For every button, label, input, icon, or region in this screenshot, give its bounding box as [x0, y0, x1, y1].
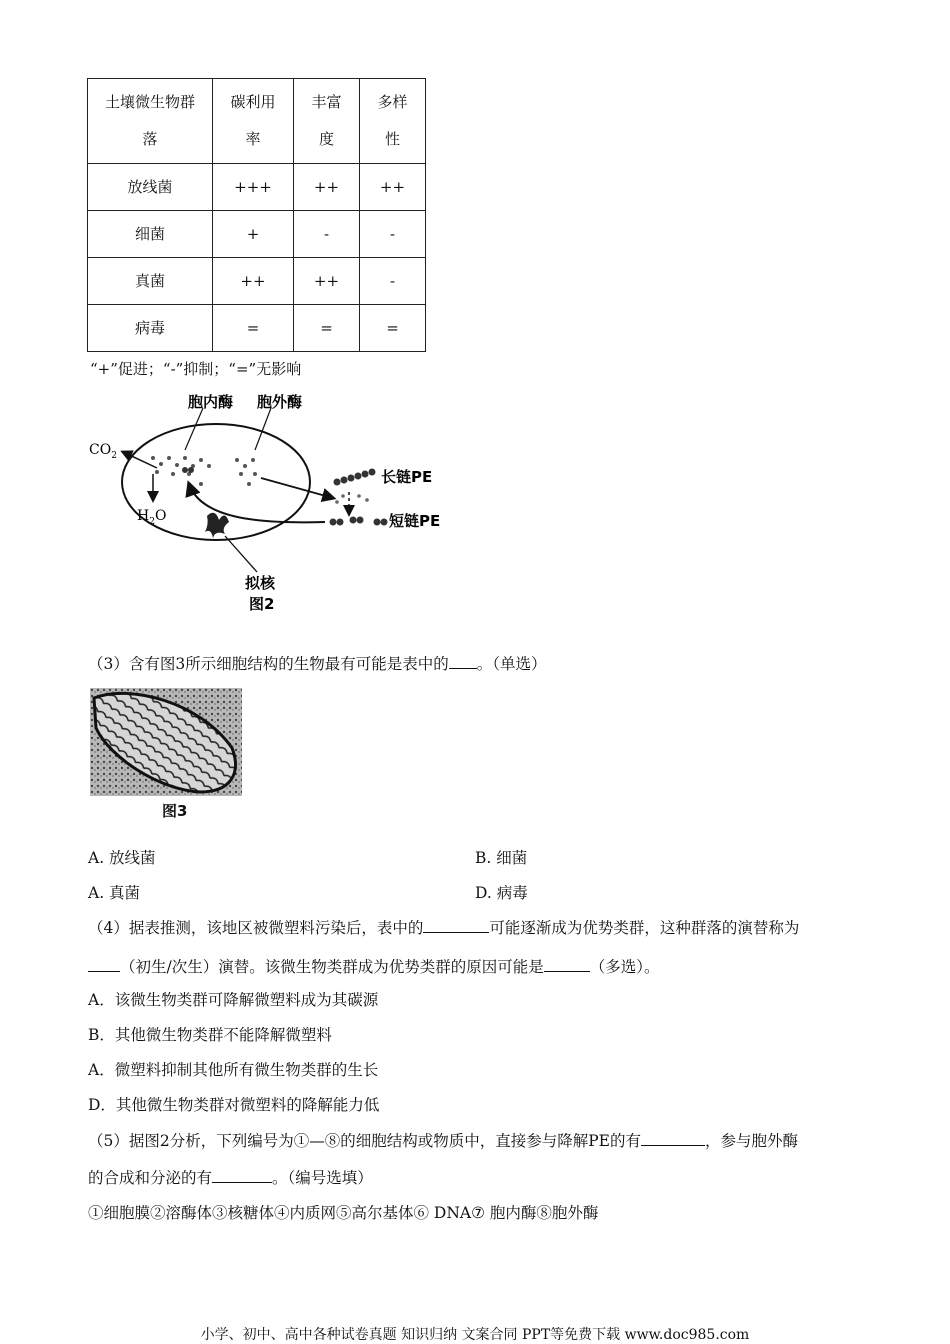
- short-pe-chains: [330, 517, 388, 526]
- table-cell: 细菌: [88, 211, 213, 258]
- table-header-cell: 碳利用率: [213, 79, 294, 164]
- page-footer: 小学、初中、高中各种试卷真题 知识归纳 文案合同 PPT等免费下载 www.doc985.com: [200, 1327, 750, 1343]
- q5-line-1: （5）据图2分析，下列编号为①—⑧的细胞结构或物质中，直接参与降解PE的有 ，参与胞外酶: [88, 1132, 798, 1150]
- nucleoid-shape: [205, 513, 229, 538]
- q5-blank-1[interactable]: [641, 1131, 705, 1146]
- figure-3-caption: 图3: [162, 802, 188, 820]
- table-legend: “+”促进；“-”抑制；“=”无影响: [90, 360, 302, 378]
- table-cell: -: [360, 211, 426, 258]
- table-cell: 真菌: [88, 258, 213, 305]
- q4-option-c[interactable]: A．微塑料抑制其他所有微生物类群的生长: [88, 1061, 379, 1079]
- q3-option-c[interactable]: A. 真菌: [88, 884, 141, 902]
- table-header-cell: 丰富度: [294, 79, 360, 164]
- figure-3-micrograph: [90, 688, 242, 796]
- figure-2-diagram: [85, 388, 465, 616]
- figure-2-caption: 图2: [249, 595, 275, 613]
- table-cell: ++: [213, 258, 294, 305]
- q4-option-d[interactable]: D．其他微生物类群对微塑料的降解能力低: [88, 1096, 380, 1114]
- table-cell: +++: [213, 164, 294, 211]
- q4-option-a[interactable]: A．该微生物类群可降解微塑料成为其碳源: [88, 991, 379, 1009]
- q3-option-a[interactable]: A. 放线菌: [88, 849, 156, 867]
- table-cell: ++: [294, 164, 360, 211]
- q4-blank-2[interactable]: [88, 957, 120, 972]
- label-h2o: $H_2O$: [137, 508, 167, 527]
- label-co2: $CO_2$: [89, 442, 117, 461]
- label-short-pe: 短链PE: [389, 512, 441, 530]
- extracellular-enzyme-dots: [235, 458, 257, 486]
- table-cell: =: [360, 305, 426, 352]
- intracellular-enzyme-dots: [151, 456, 211, 486]
- q4-blank-3[interactable]: [544, 957, 590, 972]
- q4-blank-1[interactable]: [423, 918, 489, 933]
- q4-line-2: （初生/次生）演替。该微生物类群成为优势类群的原因可能是 （多选）。: [88, 955, 660, 977]
- table-header-cell: 多样性: [360, 79, 426, 164]
- q5-line-2: 的合成和分泌的有 。（编号选填）: [88, 1169, 373, 1187]
- long-pe-chain: [334, 469, 376, 486]
- label-nucleoid: 拟核: [245, 574, 276, 592]
- q3-answer-blank[interactable]: [449, 654, 477, 669]
- table-row: [88, 305, 426, 352]
- table-cell: ++: [360, 164, 426, 211]
- q5-blank-2[interactable]: [212, 1168, 272, 1183]
- table-header-cell: 土壤微生物群落: [88, 79, 213, 164]
- table-cell: -: [294, 211, 360, 258]
- table-cell: -: [360, 258, 426, 305]
- label-extracellular-enzyme: 胞外酶: [257, 393, 303, 411]
- q4-line-1: （4）据表推测，该地区被微塑料污染后，表中的 可能逐渐成为优势类群，这种群落的演替称为: [88, 919, 800, 937]
- q3-text: （3）含有图3所示细胞结构的生物最有可能是表中的 。（单选）: [88, 655, 547, 673]
- q5-items: ①细胞膜②溶酶体③核糖体④内质网⑤高尔基体⑥ DNA⑦ 胞内酶⑧胞外酶: [88, 1204, 599, 1222]
- q4-option-b[interactable]: B．其他微生物类群不能降解微塑料: [88, 1026, 332, 1044]
- table-cell: =: [294, 305, 360, 352]
- label-intracellular-enzyme: 胞内酶: [188, 393, 234, 411]
- table-cell: ++: [294, 258, 360, 305]
- pe-enzyme-dots: [335, 494, 369, 504]
- microbe-table: [87, 78, 426, 352]
- table-cell: 放线菌: [88, 164, 213, 211]
- table-cell: =: [213, 305, 294, 352]
- table-row: [88, 258, 426, 305]
- table-row: [88, 211, 426, 258]
- table-row: [88, 164, 426, 211]
- q3-option-b[interactable]: B. 细菌: [475, 849, 528, 867]
- table-header-row: [88, 79, 426, 164]
- absorbed-short-pe: [182, 467, 194, 473]
- label-long-pe: 长链PE: [381, 468, 433, 486]
- q3-option-d[interactable]: D. 病毒: [475, 884, 528, 902]
- table-cell: 病毒: [88, 305, 213, 352]
- table-cell: +: [213, 211, 294, 258]
